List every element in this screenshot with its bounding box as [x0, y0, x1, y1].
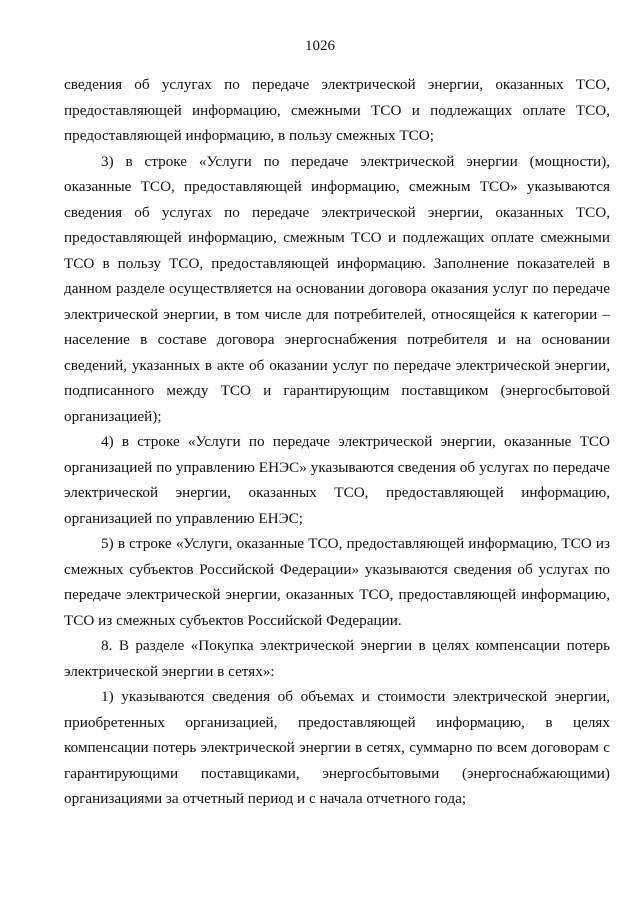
- paragraph-item-4: 4) в строке «Услуги по передаче электрической энергии, оказанные ТСО организацией по управлению ЕНЭС» указываются сведения об услугах по передаче электрической энергии, оказанных ТСО, предоставляющей информацию, организацией по управлению ЕНЭС;: [64, 433, 610, 527]
- page-number: 1026: [305, 38, 335, 54]
- paragraph-item-5: 5) в строке «Услуги, оказанные ТСО, предоставляющей информацию, ТСО из смежных субъектов Российской Федерации» указываются сведения об услугах по передаче электрической энергии, оказанных ТСО, предоставляющей информацию, ТСО из смежных субъектов Российской Федерации.: [64, 535, 610, 629]
- document-body: [64, 72, 610, 812]
- paragraph-item-1: 1) указываются сведения об объемах и стоимости электрической энергии, приобретенных организацией, предоставляющей информацию, в целях компенсации потерь электрической энергии в сетях, суммарно по всем договорам с гарантирующими поставщиками, энергосбытовыми (энергоснабжающими) организациями за отчетный период и с начала отчетного года;: [64, 688, 610, 807]
- paragraph-item-3: 3) в строке «Услуги по передаче электрической энергии (мощности), оказанные ТСО, предоставляющей информацию, смежным ТСО» указываются сведения об услугах по передаче электрической энергии, оказанных ТСО, предоставляющей информацию, смежным ТСО и подлежащих оплате смежными ТСО в пользу ТСО, предоставляющей информацию. Заполнение показателей в данном разделе осуществляется на основании договора оказания услуг по передаче электрической энергии, в том числе для потребителей, относящейся к категории – население в составе договора энергоснабжения потребителя и на основании сведений, указанных в акте об оказании услуг по передаче электрической энергии, подписанного между ТСО и гарантирующим поставщиком (энергосбытовой организацией);: [64, 152, 610, 425]
- paragraph-continuation: сведения об услугах по передаче электрической энергии, оказанных ТСО, предоставляющей информацию, смежными ТСО и подлежащих оплате ТСО, предоставляющей информацию, в пользу смежных ТСО;: [64, 76, 610, 144]
- section-8-heading: 8. В разделе «Покупка электрической энергии в целях компенсации потерь электрической энергии в сетях»:: [64, 637, 610, 680]
